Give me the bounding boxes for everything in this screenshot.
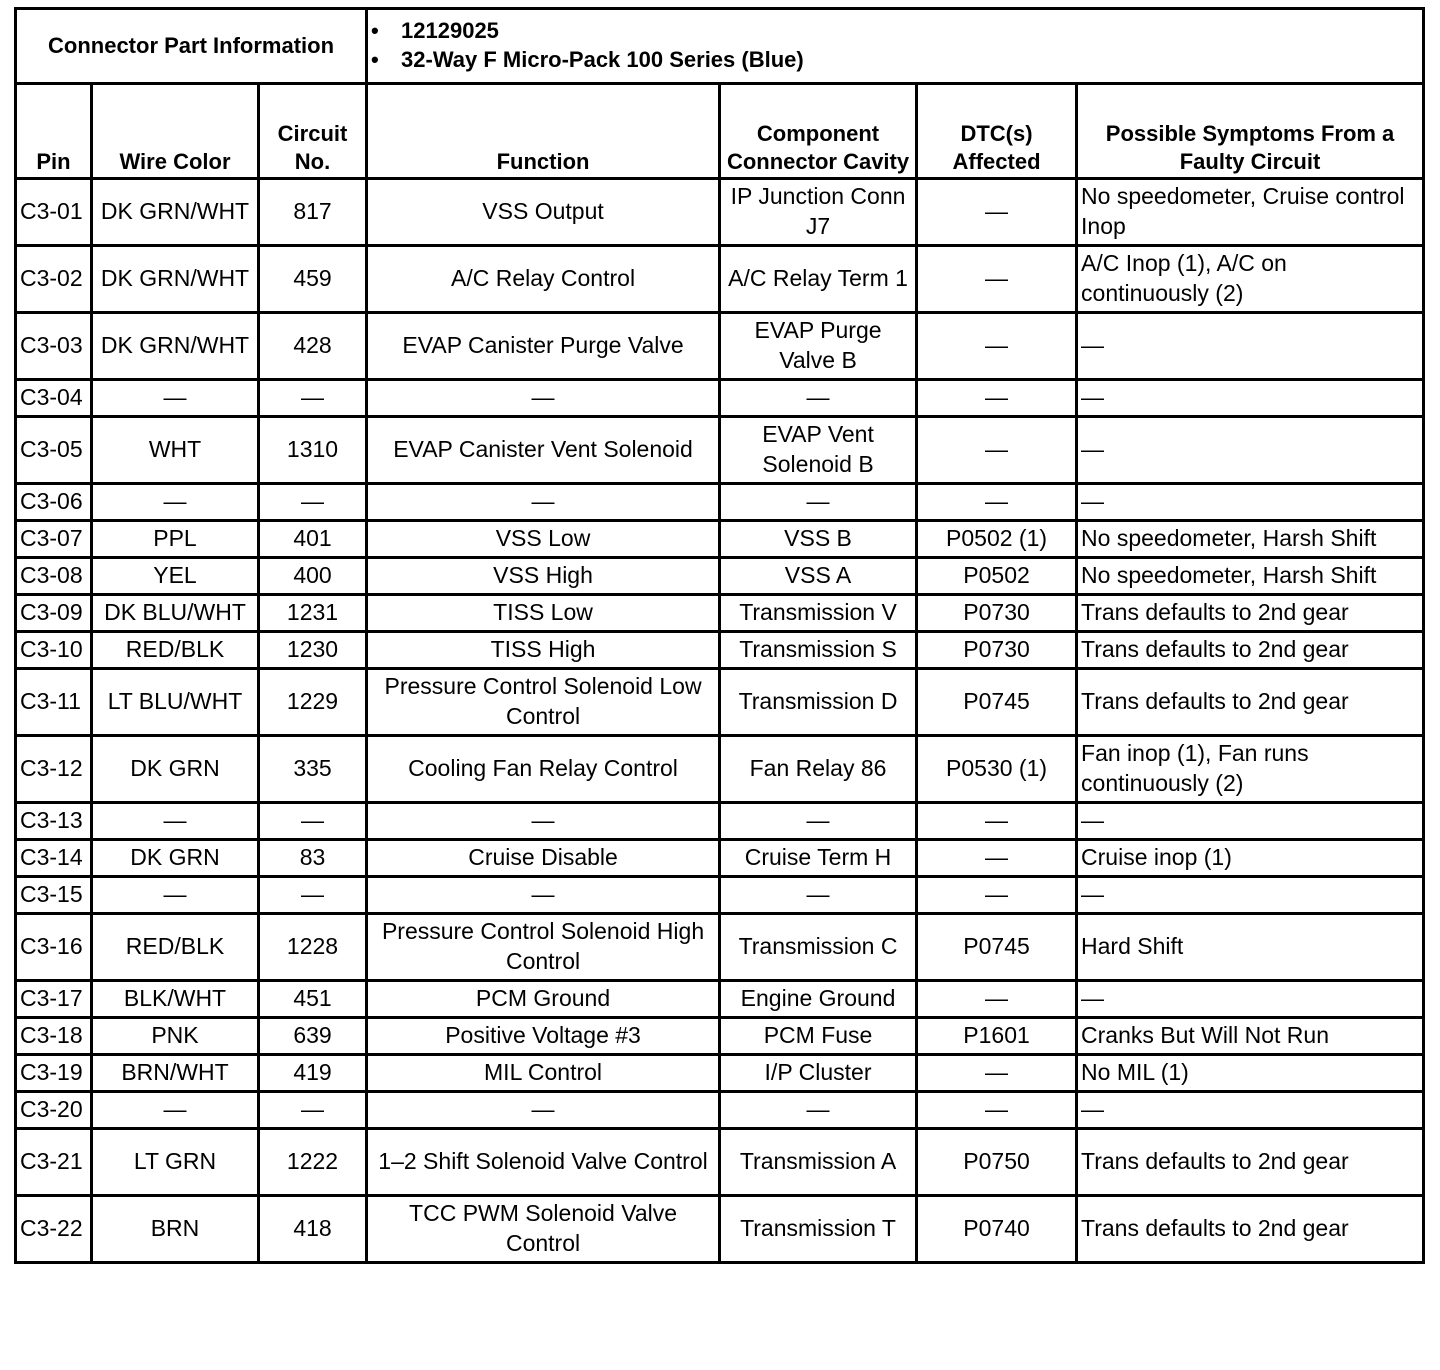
table-row: [16, 981, 1424, 1018]
function-cell: VSS Output: [367, 179, 720, 246]
table-row: [16, 803, 1424, 840]
circuit-cell: 459: [259, 246, 367, 313]
circuit-cell: —: [259, 484, 367, 521]
col-header-pin: Pin: [16, 84, 92, 179]
pin-cell: C3-04: [16, 380, 92, 417]
function-cell: VSS High: [367, 558, 720, 595]
function-cell: EVAP Canister Vent Solenoid: [367, 417, 720, 484]
symptoms-cell: —: [1077, 380, 1424, 417]
symptoms-cell: No MIL (1): [1077, 1055, 1424, 1092]
circuit-cell: 335: [259, 736, 367, 803]
table-row: [16, 632, 1424, 669]
symptoms-cell: Fan inop (1), Fan runs continuously (2): [1077, 736, 1424, 803]
function-cell: —: [367, 380, 720, 417]
symptoms-cell: No speedometer, Harsh Shift: [1077, 558, 1424, 595]
symptoms-cell: Hard Shift: [1077, 914, 1424, 981]
cavity-cell: —: [720, 803, 917, 840]
table-row: [16, 1129, 1424, 1196]
pin-cell: C3-13: [16, 803, 92, 840]
pin-cell: C3-19: [16, 1055, 92, 1092]
dtc-cell: P0745: [917, 669, 1077, 736]
function-cell: EVAP Canister Purge Valve: [367, 313, 720, 380]
cavity-cell: Engine Ground: [720, 981, 917, 1018]
pin-cell: C3-10: [16, 632, 92, 669]
circuit-cell: —: [259, 877, 367, 914]
dtc-cell: —: [917, 246, 1077, 313]
pin-cell: C3-09: [16, 595, 92, 632]
pin-cell: C3-15: [16, 877, 92, 914]
connector-info-header: [16, 9, 1424, 84]
function-cell: —: [367, 877, 720, 914]
dtc-cell: —: [917, 981, 1077, 1018]
pin-cell: C3-17: [16, 981, 92, 1018]
symptoms-cell: Cranks But Will Not Run: [1077, 1018, 1424, 1055]
cavity-cell: IP Junction Conn J7: [720, 179, 917, 246]
cavity-cell: EVAP Purge Valve B: [720, 313, 917, 380]
pin-rows: [16, 179, 1424, 1263]
function-cell: Pressure Control Solenoid High Control: [367, 914, 720, 981]
cavity-cell: Cruise Term H: [720, 840, 917, 877]
function-cell: Cruise Disable: [367, 840, 720, 877]
wire-color-cell: RED/BLK: [92, 632, 259, 669]
table-row: [16, 417, 1424, 484]
circuit-cell: 639: [259, 1018, 367, 1055]
wire-color-cell: DK GRN/WHT: [92, 313, 259, 380]
table-row: [16, 1092, 1424, 1129]
table-row: [16, 380, 1424, 417]
col-header-wire-color: Wire Color: [92, 84, 259, 179]
circuit-cell: 1310: [259, 417, 367, 484]
circuit-cell: 83: [259, 840, 367, 877]
dtc-cell: —: [917, 484, 1077, 521]
cavity-cell: Transmission D: [720, 669, 917, 736]
wire-color-cell: DK GRN: [92, 736, 259, 803]
dtc-cell: P0502 (1): [917, 521, 1077, 558]
wire-color-cell: LT BLU/WHT: [92, 669, 259, 736]
wire-color-cell: —: [92, 484, 259, 521]
table-row: [16, 595, 1424, 632]
symptoms-cell: —: [1077, 313, 1424, 380]
cavity-cell: Fan Relay 86: [720, 736, 917, 803]
connector-part-details: [367, 9, 1424, 84]
wire-color-cell: DK GRN: [92, 840, 259, 877]
table-row: [16, 1055, 1424, 1092]
dtc-cell: —: [917, 840, 1077, 877]
cavity-cell: Transmission V: [720, 595, 917, 632]
symptoms-cell: Cruise inop (1): [1077, 840, 1424, 877]
cavity-cell: Transmission C: [720, 914, 917, 981]
circuit-cell: —: [259, 380, 367, 417]
connector-part-info-label: Connector Part Information: [16, 9, 367, 84]
pin-cell: C3-22: [16, 1196, 92, 1263]
connector-part-number: • 12129025: [371, 17, 1419, 46]
wire-color-cell: BRN/WHT: [92, 1055, 259, 1092]
dtc-cell: —: [917, 1092, 1077, 1129]
col-header-function: Function: [367, 84, 720, 179]
dtc-cell: —: [917, 179, 1077, 246]
dtc-cell: P0502: [917, 558, 1077, 595]
cavity-cell: PCM Fuse: [720, 1018, 917, 1055]
dtc-cell: P1601: [917, 1018, 1077, 1055]
table-row: [16, 1196, 1424, 1263]
symptoms-cell: Trans defaults to 2nd gear: [1077, 632, 1424, 669]
circuit-cell: 1231: [259, 595, 367, 632]
wire-color-cell: WHT: [92, 417, 259, 484]
cavity-cell: —: [720, 484, 917, 521]
pin-cell: C3-12: [16, 736, 92, 803]
circuit-cell: 418: [259, 1196, 367, 1263]
cavity-cell: —: [720, 380, 917, 417]
circuit-cell: 451: [259, 981, 367, 1018]
dtc-cell: P0745: [917, 914, 1077, 981]
function-cell: Pressure Control Solenoid Low Control: [367, 669, 720, 736]
symptoms-cell: No speedometer, Cruise control Inop: [1077, 179, 1424, 246]
dtc-cell: P0730: [917, 632, 1077, 669]
symptoms-cell: No speedometer, Harsh Shift: [1077, 521, 1424, 558]
wire-color-cell: —: [92, 803, 259, 840]
circuit-cell: 1230: [259, 632, 367, 669]
wire-color-cell: DK BLU/WHT: [92, 595, 259, 632]
pin-cell: C3-18: [16, 1018, 92, 1055]
function-cell: TISS Low: [367, 595, 720, 632]
cavity-cell: EVAP Vent Solenoid B: [720, 417, 917, 484]
cavity-cell: VSS B: [720, 521, 917, 558]
circuit-cell: 428: [259, 313, 367, 380]
pin-cell: C3-05: [16, 417, 92, 484]
col-header-cavity: Component Connector Cavity: [720, 84, 917, 179]
cavity-cell: I/P Cluster: [720, 1055, 917, 1092]
table-row: [16, 558, 1424, 595]
wire-color-cell: DK GRN/WHT: [92, 179, 259, 246]
table-row: [16, 313, 1424, 380]
dtc-cell: —: [917, 380, 1077, 417]
circuit-cell: 1229: [259, 669, 367, 736]
table-row: [16, 669, 1424, 736]
wire-color-cell: —: [92, 1092, 259, 1129]
dtc-cell: —: [917, 1055, 1077, 1092]
dtc-cell: —: [917, 313, 1077, 380]
circuit-cell: 1228: [259, 914, 367, 981]
table-row: [16, 246, 1424, 313]
connector-description: • 32-Way F Micro-Pack 100 Series (Blue): [371, 46, 1419, 75]
pin-cell: C3-08: [16, 558, 92, 595]
cavity-cell: —: [720, 877, 917, 914]
circuit-cell: 1222: [259, 1129, 367, 1196]
cavity-cell: VSS A: [720, 558, 917, 595]
column-headers: [16, 84, 1424, 179]
dtc-cell: —: [917, 417, 1077, 484]
dtc-cell: P0530 (1): [917, 736, 1077, 803]
cavity-cell: Transmission S: [720, 632, 917, 669]
pin-cell: C3-20: [16, 1092, 92, 1129]
dtc-cell: —: [917, 803, 1077, 840]
col-header-symptoms: Possible Symptoms From a Faulty Circuit: [1077, 84, 1424, 179]
symptoms-cell: —: [1077, 484, 1424, 521]
table-row: [16, 877, 1424, 914]
symptoms-cell: Trans defaults to 2nd gear: [1077, 669, 1424, 736]
table-row: [16, 840, 1424, 877]
table-row: [16, 521, 1424, 558]
wire-color-cell: YEL: [92, 558, 259, 595]
symptoms-cell: Trans defaults to 2nd gear: [1077, 1196, 1424, 1263]
cavity-cell: A/C Relay Term 1: [720, 246, 917, 313]
circuit-cell: 419: [259, 1055, 367, 1092]
cavity-cell: Transmission T: [720, 1196, 917, 1263]
pin-cell: C3-07: [16, 521, 92, 558]
wire-color-cell: BLK/WHT: [92, 981, 259, 1018]
pin-cell: C3-02: [16, 246, 92, 313]
pin-cell: C3-16: [16, 914, 92, 981]
table-row: [16, 736, 1424, 803]
function-cell: VSS Low: [367, 521, 720, 558]
pin-cell: C3-03: [16, 313, 92, 380]
col-header-circuit: Circuit No.: [259, 84, 367, 179]
dtc-cell: —: [917, 877, 1077, 914]
function-cell: Cooling Fan Relay Control: [367, 736, 720, 803]
col-header-dtc: DTC(s) Affected: [917, 84, 1077, 179]
function-cell: TCC PWM Solenoid Valve Control: [367, 1196, 720, 1263]
symptoms-cell: —: [1077, 417, 1424, 484]
function-cell: Positive Voltage #3: [367, 1018, 720, 1055]
wire-color-cell: PNK: [92, 1018, 259, 1055]
dtc-cell: P0730: [917, 595, 1077, 632]
pin-cell: C3-01: [16, 179, 92, 246]
function-cell: 1–2 Shift Solenoid Valve Control: [367, 1129, 720, 1196]
table-row: [16, 484, 1424, 521]
function-cell: —: [367, 803, 720, 840]
cavity-cell: Transmission A: [720, 1129, 917, 1196]
circuit-cell: —: [259, 803, 367, 840]
dtc-cell: P0750: [917, 1129, 1077, 1196]
dtc-cell: P0740: [917, 1196, 1077, 1263]
wire-color-cell: PPL: [92, 521, 259, 558]
circuit-cell: 400: [259, 558, 367, 595]
circuit-cell: 401: [259, 521, 367, 558]
symptoms-cell: A/C Inop (1), A/C on continuously (2): [1077, 246, 1424, 313]
wire-color-cell: RED/BLK: [92, 914, 259, 981]
pin-cell: C3-11: [16, 669, 92, 736]
circuit-cell: 817: [259, 179, 367, 246]
pin-cell: C3-06: [16, 484, 92, 521]
symptoms-cell: —: [1077, 803, 1424, 840]
wire-color-cell: DK GRN/WHT: [92, 246, 259, 313]
table-row: [16, 1018, 1424, 1055]
pin-cell: C3-14: [16, 840, 92, 877]
pin-cell: C3-21: [16, 1129, 92, 1196]
wire-color-cell: —: [92, 877, 259, 914]
function-cell: A/C Relay Control: [367, 246, 720, 313]
function-cell: PCM Ground: [367, 981, 720, 1018]
wire-color-cell: BRN: [92, 1196, 259, 1263]
table-row: [16, 179, 1424, 246]
circuit-cell: —: [259, 1092, 367, 1129]
cavity-cell: —: [720, 1092, 917, 1129]
symptoms-cell: —: [1077, 981, 1424, 1018]
connector-pinout-table: [14, 7, 1425, 1264]
symptoms-cell: Trans defaults to 2nd gear: [1077, 595, 1424, 632]
symptoms-cell: —: [1077, 877, 1424, 914]
wire-color-cell: —: [92, 380, 259, 417]
function-cell: MIL Control: [367, 1055, 720, 1092]
function-cell: —: [367, 484, 720, 521]
function-cell: TISS High: [367, 632, 720, 669]
wire-color-cell: LT GRN: [92, 1129, 259, 1196]
table-row: [16, 914, 1424, 981]
symptoms-cell: Trans defaults to 2nd gear: [1077, 1129, 1424, 1196]
function-cell: —: [367, 1092, 720, 1129]
symptoms-cell: —: [1077, 1092, 1424, 1129]
